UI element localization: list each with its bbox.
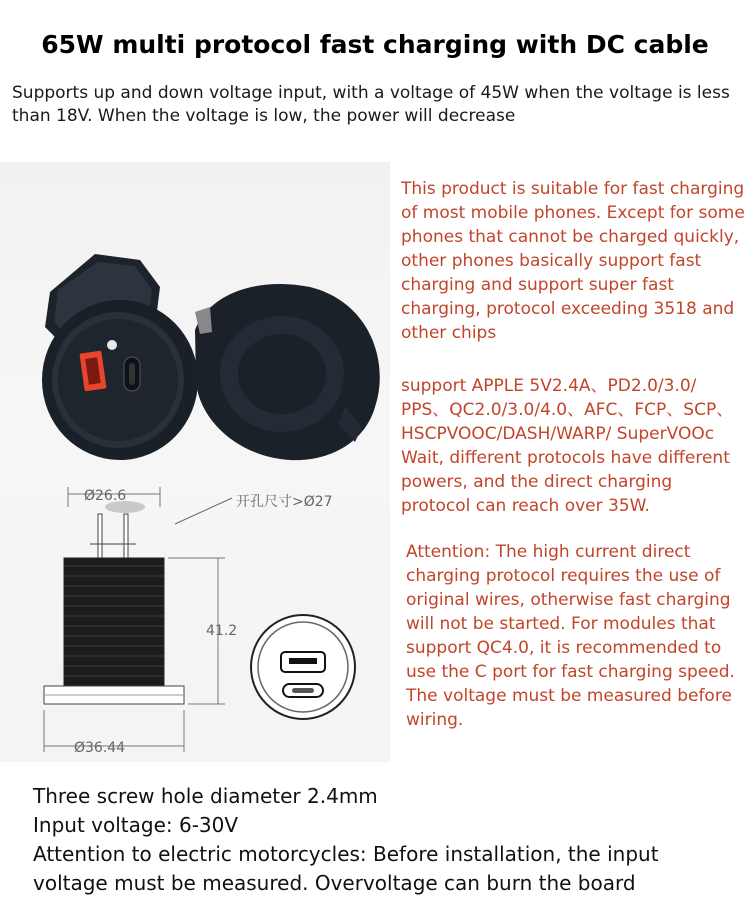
dimension-drawing [44,487,355,752]
product-image-panel [0,162,390,762]
hole-size-label: 开孔尺寸>Ø27 [236,494,333,510]
dim-top-label: Ø26.6 [84,488,127,504]
spec-input-voltage: Input voltage: 6-30V [33,813,239,837]
dim-height-label: 41.2 [206,623,238,639]
description-paragraph-2: support APPLE 5V2.4A、PD2.0/3.0/ PPS、QC2.0/3.0/4.0、AFC、FCP、SCP、HSCPVOOC/DASH/WARP/ SuperVOOc Wait, different protocols have different powers, and the direct charging protocol can reach over 35W. [401,376,734,516]
dim-bottom-label: Ø36.44 [74,740,126,756]
spec-motorcycle-warning: Attention to electric motorcycles: Before installation, the input voltage must be measured. Overvoltage can burn the board [33,842,659,895]
description-paragraph-3: Attention: The high current direct charging protocol requires the use of original wires, otherwise fast charging will not be started. For modules that support QC4.0, it is recommended to use the C port for fast charging speed. The voltage must be measured before wiring. [406,542,735,730]
dust-cap-photo [195,284,380,460]
description-paragraph-1: This product is suitable for fast charging of most mobile phones. Except for some phones that cannot be charged quickly, other phones basically support fast charging and support super fast charging, protocol exceeding 3518 and other chips [401,179,745,343]
page-title: 65W multi protocol fast charging with DC cable [41,30,709,59]
spec-screw-hole: Three screw hole diameter 2.4mm [33,784,378,808]
page-subtitle: Supports up and down voltage input, with a voltage of 45W when the voltage is less than 18V. When the voltage is low, the power will decrease [12,83,730,126]
product-illustration [0,162,390,762]
charger-socket-photo [42,254,198,513]
